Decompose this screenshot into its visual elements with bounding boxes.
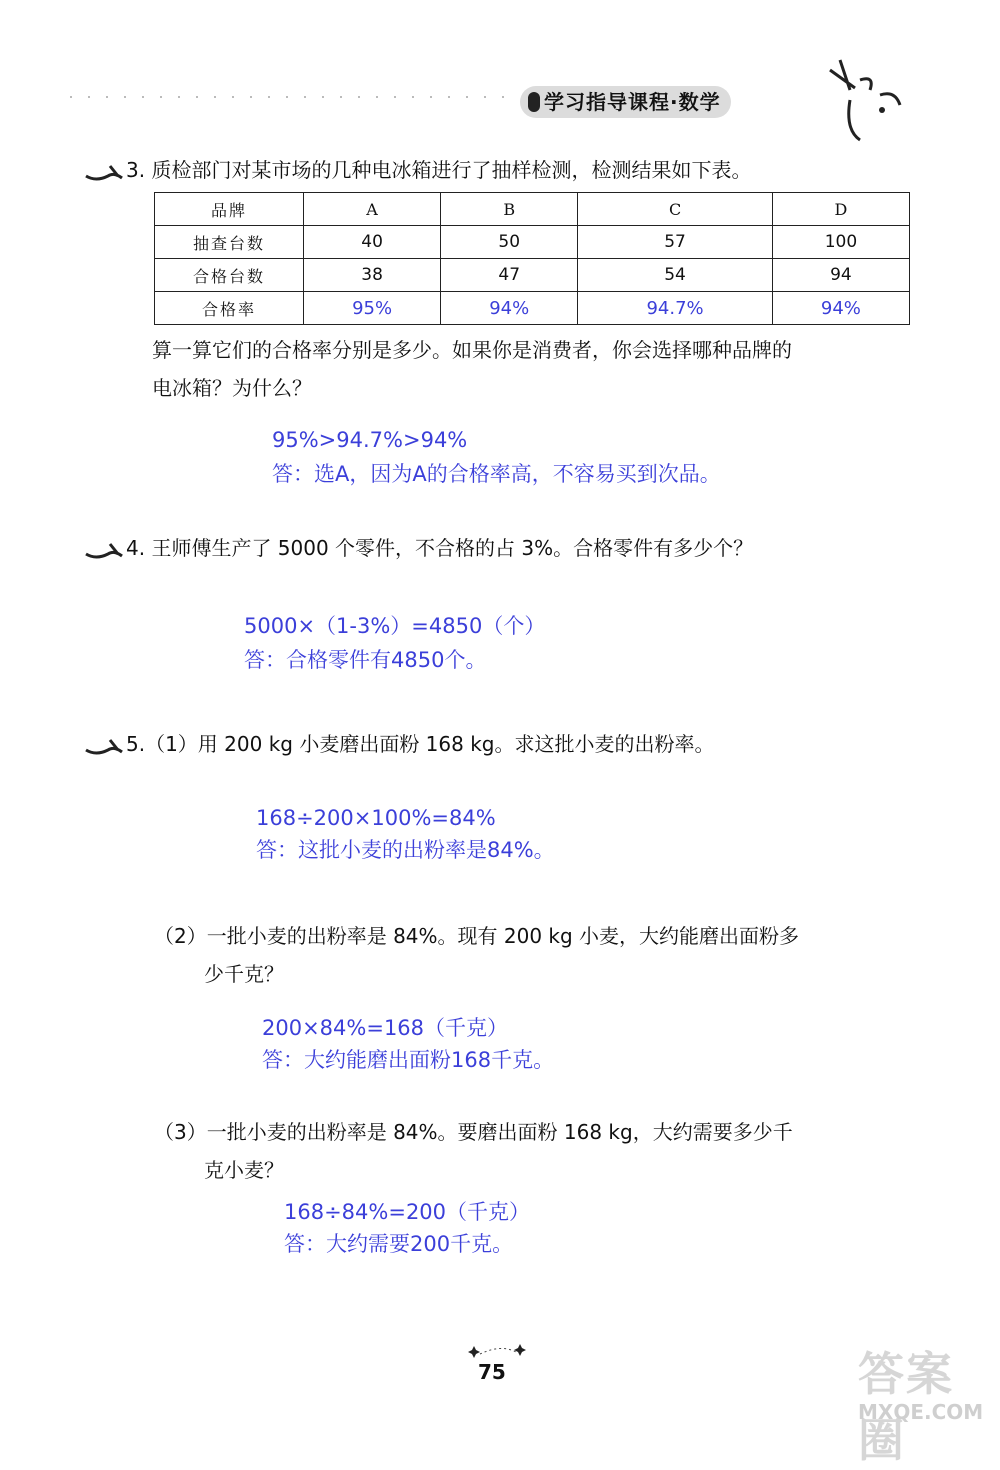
header-bullet xyxy=(528,92,540,112)
header-title: 学习指导课程·数学 xyxy=(520,86,731,118)
table-header-cell: D xyxy=(772,193,909,226)
watermark-text: MXQE.COM xyxy=(858,1400,984,1424)
answer-text: 200×84%=168（千克） xyxy=(262,1016,509,1040)
question-5-part-3: 克小麦？ xyxy=(204,1158,284,1182)
table-cell: 40 xyxy=(304,226,441,259)
table-cell: 47 xyxy=(441,259,578,292)
question-4-text: 4. 王师傅生产了 5000 个零件，不合格的占 3%。合格零件有多少个？ xyxy=(126,536,754,560)
answer-text: 答：这批小麦的出粉率是84%。 xyxy=(256,838,555,862)
table-cell: 合格台数 xyxy=(155,259,304,292)
question-5-part-2: （2）一批小麦的出粉率是 84%。现有 200 kg 小麦，大约能磨出面粉多 xyxy=(154,924,800,948)
table-row xyxy=(155,259,910,292)
question-3-prompt: 电冰箱？为什么？ xyxy=(152,376,312,400)
answer-text: 答：大约需要200千克。 xyxy=(284,1232,514,1256)
table-cell: 57 xyxy=(578,226,773,259)
table-cell: 100 xyxy=(772,226,909,259)
answer-text: 168÷200×100%=84% xyxy=(256,806,496,830)
answer-cell: 95% xyxy=(304,292,441,325)
table-header-row xyxy=(155,193,910,226)
table-cell: 54 xyxy=(578,259,773,292)
table-row xyxy=(155,226,910,259)
table-cell: 合格率 xyxy=(155,292,304,325)
answer-cell: 94.7% xyxy=(578,292,773,325)
answer-text: 168÷84%=200（千克） xyxy=(284,1200,531,1224)
question-3-text: 3. 质检部门对某市场的几种电冰箱进行了抽样检测，检测结果如下表。 xyxy=(126,158,752,182)
corner-doodle-icon xyxy=(820,50,920,150)
question-5-part-2: 少千克？ xyxy=(204,962,284,986)
answer-text: 95%>94.7%>94% xyxy=(272,428,468,452)
question-5-text: 5.（1）用 200 kg 小麦磨出面粉 168 kg。求这批小麦的出粉率。 xyxy=(126,732,715,756)
question-marker-icon xyxy=(84,162,128,184)
answer-text: 答：选A，因为A的合格率高，不容易买到次品。 xyxy=(272,462,721,486)
question-5-part-3: （3）一批小麦的出粉率是 84%。要磨出面粉 168 kg，大约需要多少千 xyxy=(154,1120,793,1144)
table-cell: 50 xyxy=(441,226,578,259)
answer-cell: 94% xyxy=(441,292,578,325)
table-header-cell: A xyxy=(304,193,441,226)
table-header-cell: C xyxy=(578,193,773,226)
question-marker-icon xyxy=(84,736,128,758)
answer-text: 5000×（1-3%）=4850（个） xyxy=(244,614,546,638)
table-cell: 38 xyxy=(304,259,441,292)
question-3-prompt: 算一算它们的合格率分别是多少。如果你是消费者，你会选择哪种品牌的 xyxy=(152,338,792,362)
table-row xyxy=(155,292,910,325)
table-header-cell: 品牌 xyxy=(155,193,304,226)
header-divider xyxy=(70,96,510,98)
answer-text: 答：大约能磨出面粉168千克。 xyxy=(262,1048,555,1072)
question-marker-icon xyxy=(84,540,128,562)
page-number: 75 xyxy=(478,1360,506,1384)
table-header-cell: B xyxy=(441,193,578,226)
results-table xyxy=(154,192,910,325)
table-cell: 抽查台数 xyxy=(155,226,304,259)
answer-text: 答：合格零件有4850个。 xyxy=(244,648,487,672)
watermark-logo: 答案圈 xyxy=(858,1347,954,1467)
answer-cell: 94% xyxy=(772,292,909,325)
table-cell: 94 xyxy=(772,259,909,292)
